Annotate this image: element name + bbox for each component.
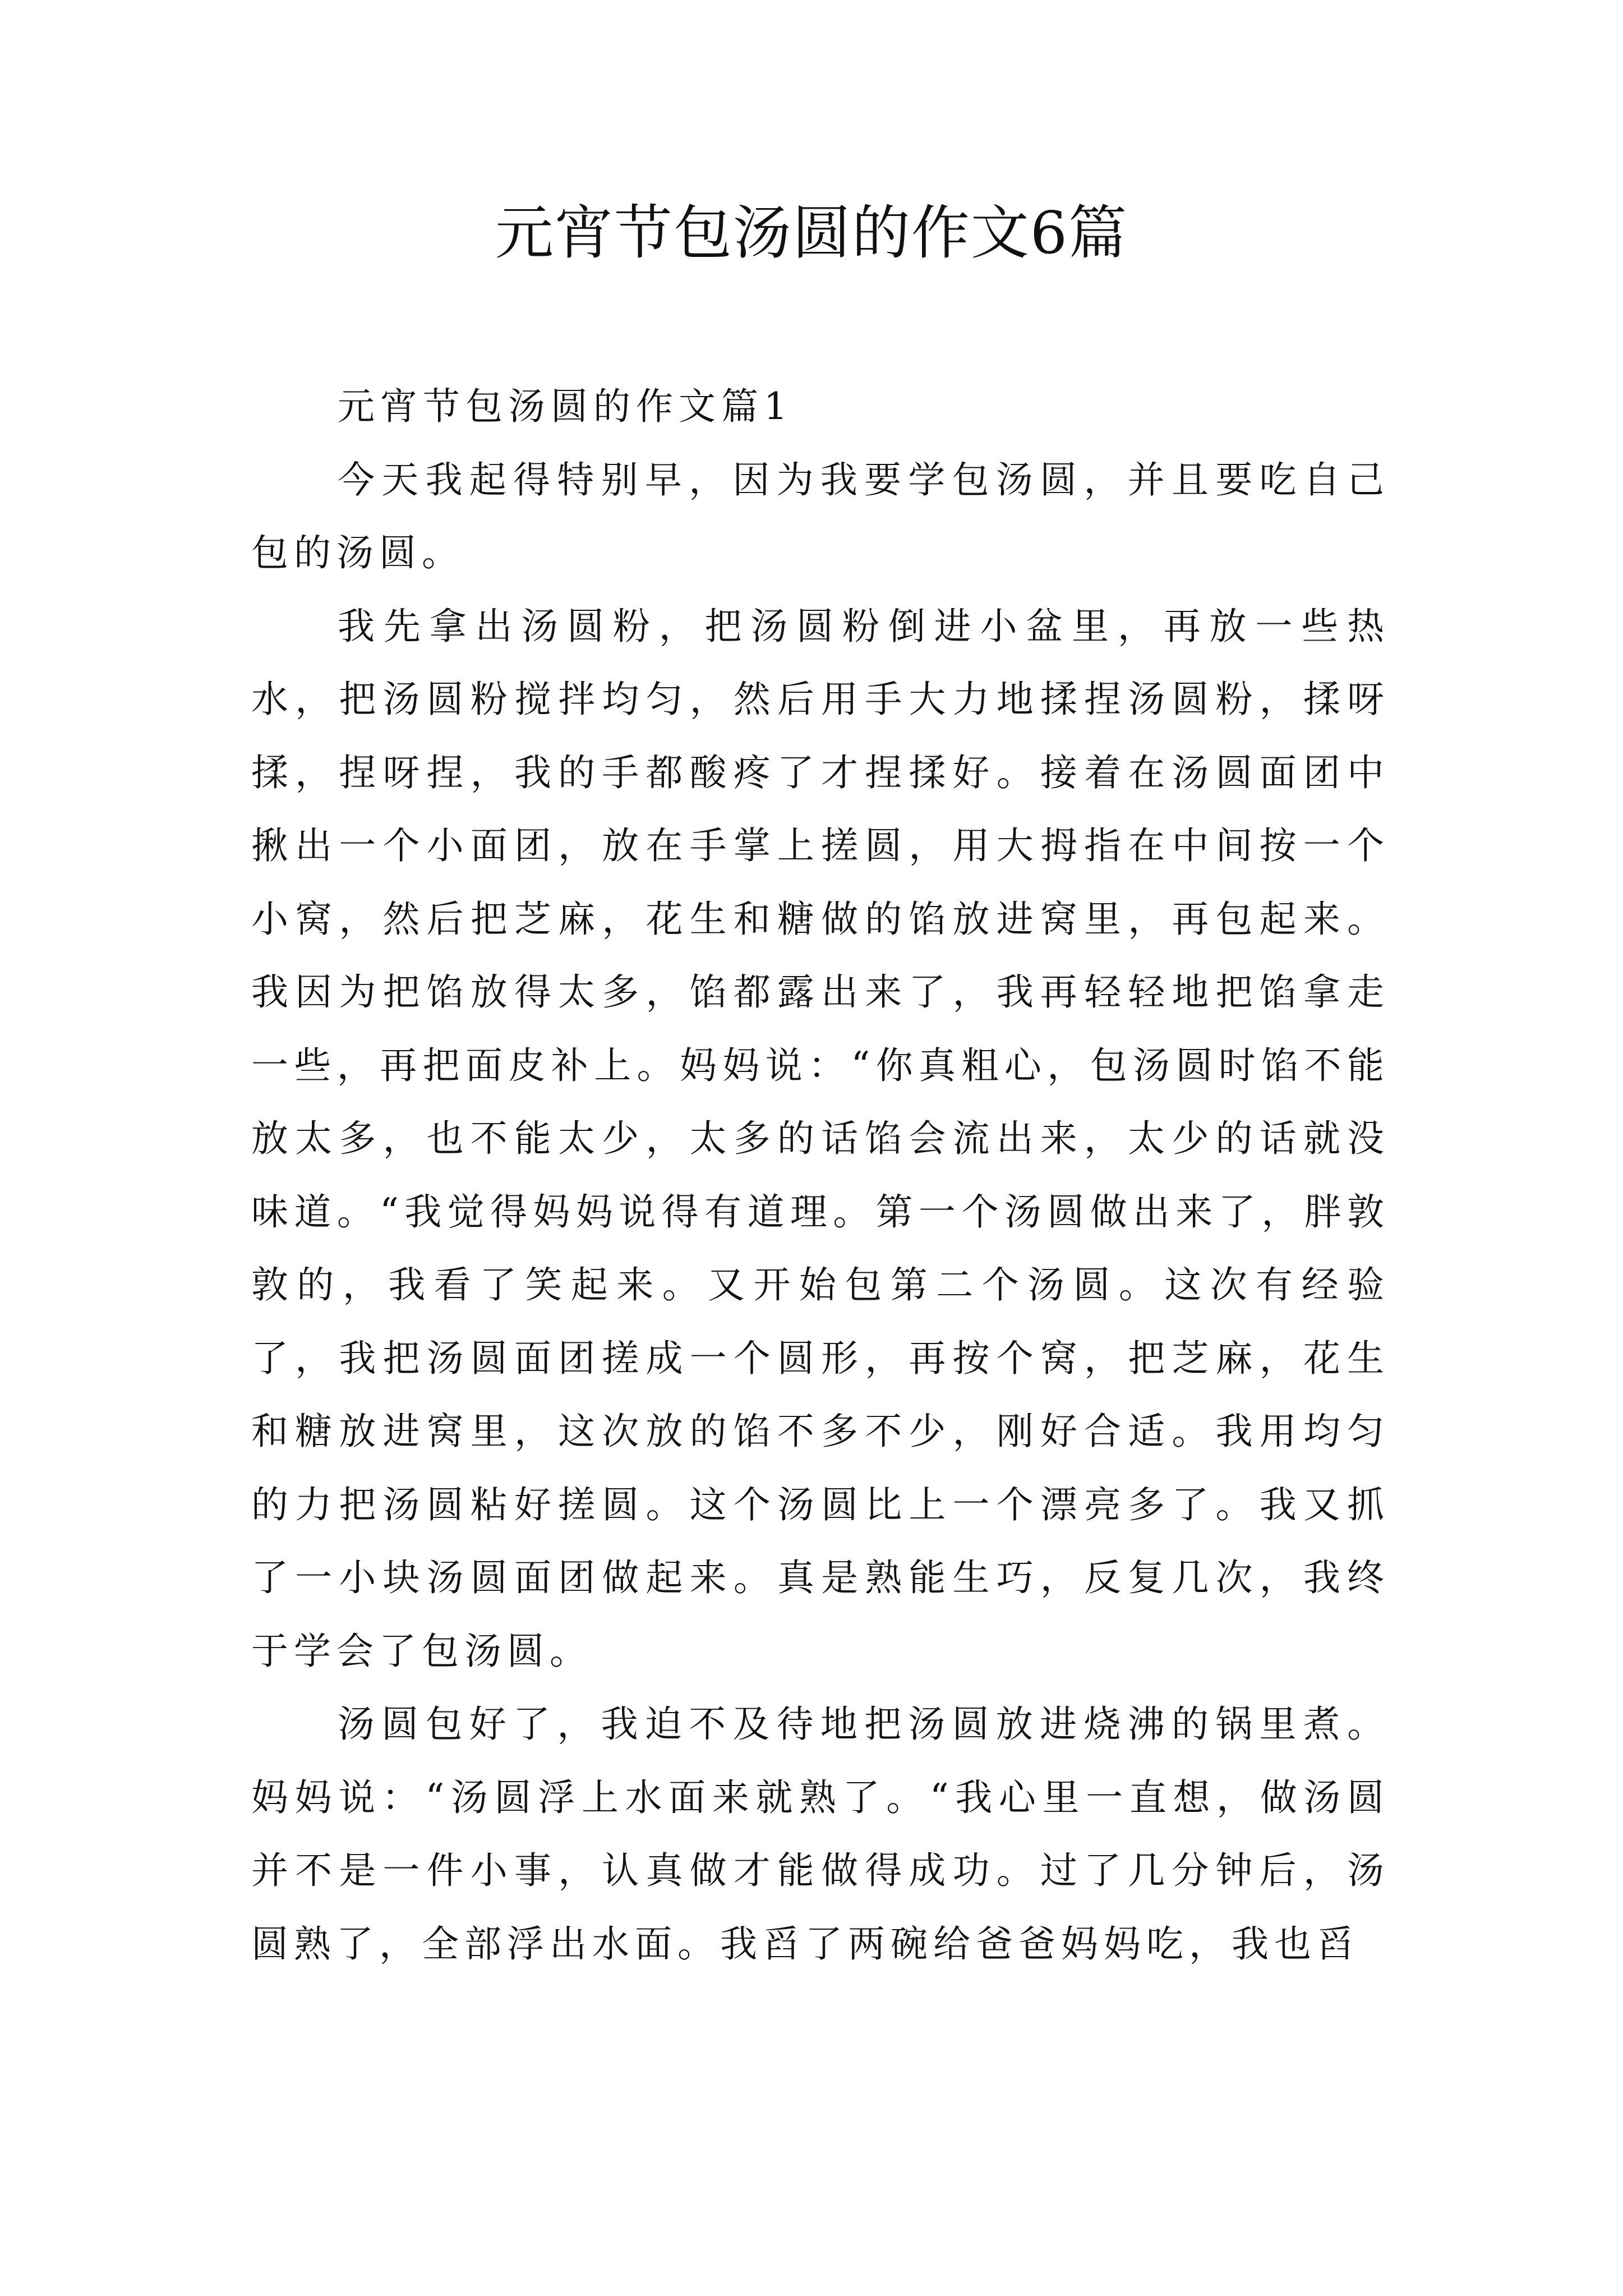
paragraph-3: 汤圆包好了，我迫不及待地把汤圆放进烧沸的锅里煮。妈妈说：“汤圆浮上水面来就熟了。“我心里一直想，做汤圆并不是一件小事，认真做才能做得成功。过了几分钟后，汤圆熟了，全部浮出水面。我舀了两碗给爸爸妈妈吃，我也舀 bbox=[251, 1703, 1390, 1966]
section-heading: 元宵节包汤圆的作文篇1 bbox=[338, 385, 793, 428]
paragraph-2: 我先拿出汤圆粉，把汤圆粉倒进小盆里，再放一些热水，把汤圆粉搅拌均匀，然后用手大力地揉捏汤圆粉，揉呀揉，捏呀捏，我的手都酸疼了才捏揉好。接着在汤圆面团中揪出一个小面团，放在手掌上搓圆，用大拇指在中间按一个小窝，然后把芝麻，花生和糖做的馅放进窝里，再包起来。我因为把馅放得太多，馅都露出来了，我再轻轻地把馅拿走一些，再把面皮补上。妈妈说：“你真粗心，包汤圆时馅不能放太多，也不能太少，太多的话馅会流出来，太少的话就没味道。“我觉得妈妈说得有道理。第一个汤圆做出来了，胖敦敦的，我看了笑起来。又开始包第二个汤圆。这次有经验了，我把汤圆面团搓成一个圆形，再按个窝，把芝麻，花生和糖放进窝里，这次放的馅不多不少，刚好合适。我用均匀的力把汤圆粘好搓圆。这个汤圆比上一个漂亮多了。我又抓了一小块汤圆面团做起来。真是熟能生巧，反复几次，我终于学会了包汤圆。 bbox=[251, 604, 1390, 1673]
document-body bbox=[251, 370, 1390, 1981]
document-title: 元宵节包汤圆的作文6篇 bbox=[495, 199, 1128, 267]
paragraph-1: 今天我起得特别早，因为我要学包汤圆，并且要吃自己包的汤圆。 bbox=[251, 458, 1390, 574]
